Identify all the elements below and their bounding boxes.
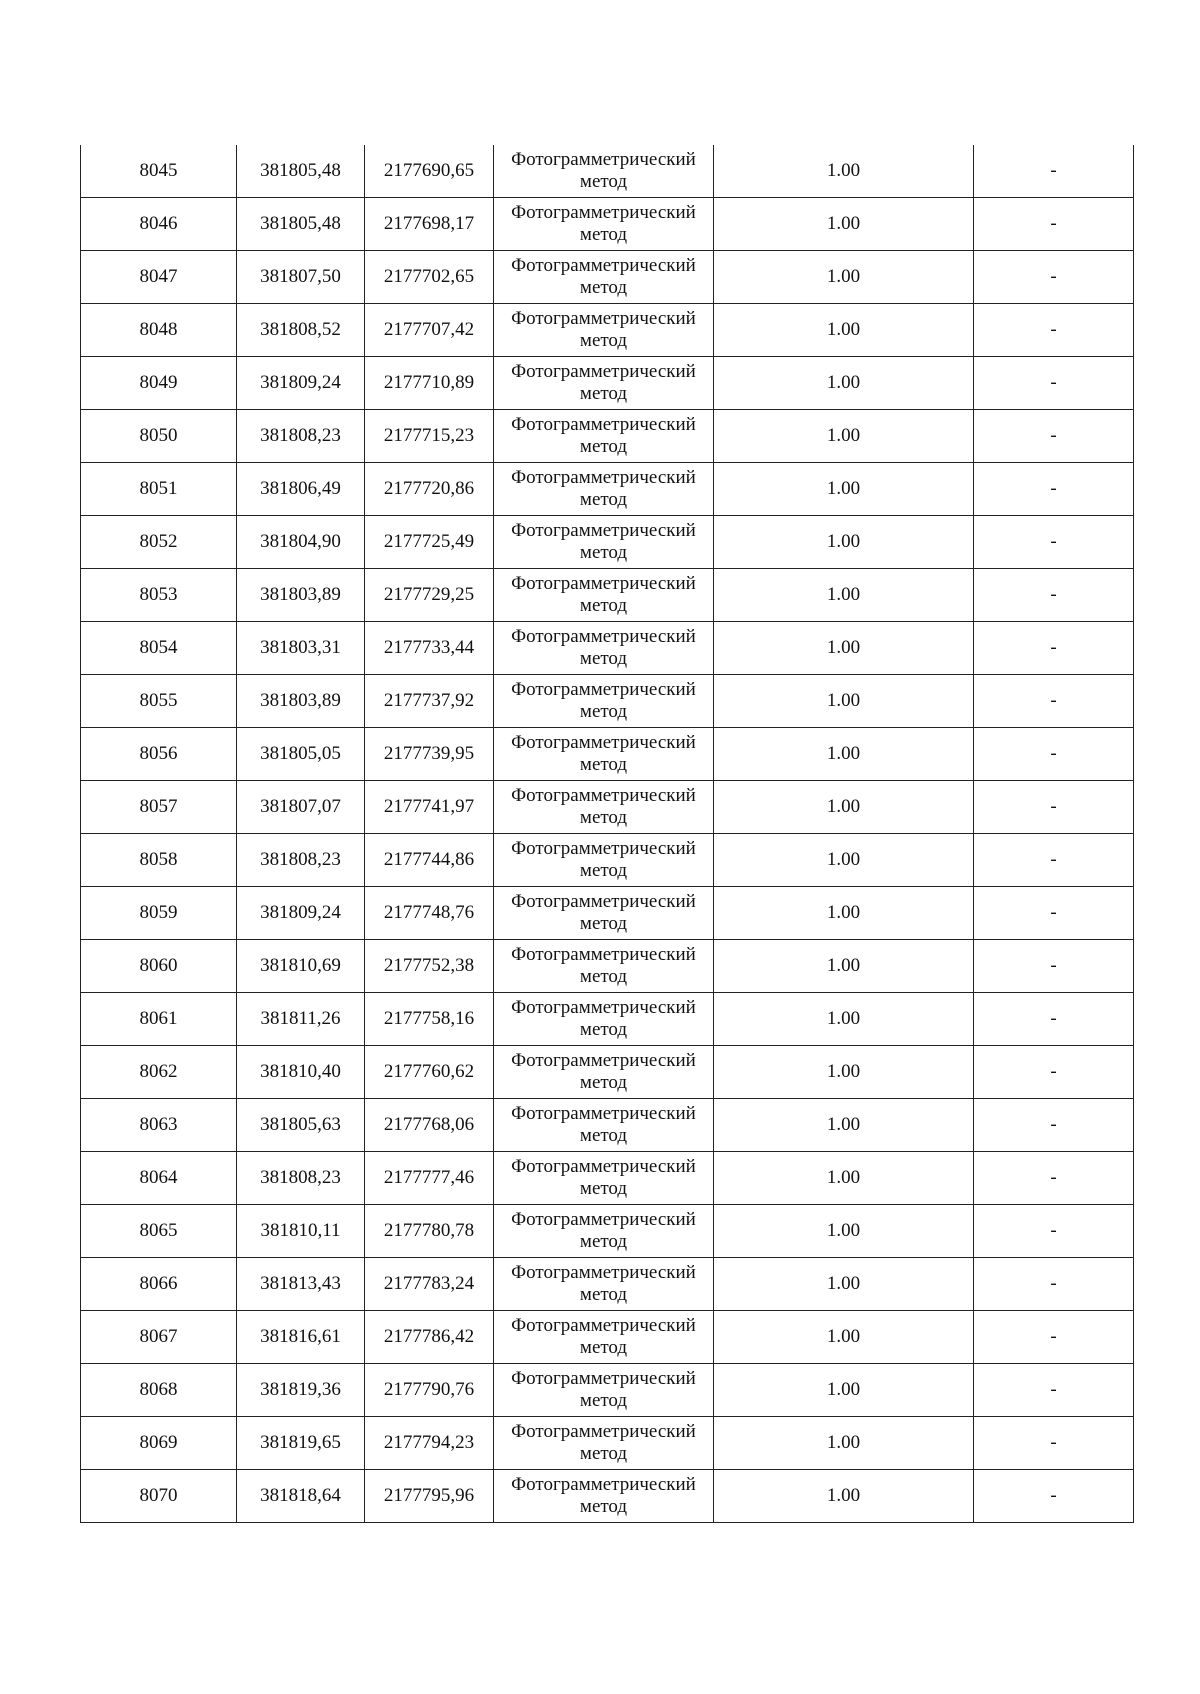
method-text-line-1: Фотограмметрический [511, 149, 696, 170]
note-cell: - [974, 781, 1134, 834]
method-text-line-2: метод [579, 1337, 628, 1358]
accuracy-cell: 1.00 [714, 1470, 974, 1523]
accuracy-cell: 1.00 [714, 198, 974, 251]
method-cell [494, 463, 714, 516]
table-row [81, 357, 1134, 410]
x-coordinate-cell: 381810,11 [237, 1205, 365, 1258]
method-text-line-1: Фотограмметрический [511, 785, 696, 806]
method-text-line-2: метод [579, 1125, 628, 1146]
x-coordinate-cell: 381810,40 [237, 1046, 365, 1099]
table-row [81, 1205, 1134, 1258]
method-text-line-1: Фотограмметрический [511, 838, 696, 859]
method-cell [494, 1417, 714, 1470]
method-text-line-2: метод [579, 701, 628, 722]
y-coordinate-cell: 2177737,92 [365, 675, 494, 728]
x-coordinate-cell: 381813,43 [237, 1258, 365, 1311]
method-cell [494, 145, 714, 198]
y-coordinate-cell: 2177777,46 [365, 1152, 494, 1205]
point-number-cell: 8068 [81, 1364, 237, 1417]
y-coordinate-cell: 2177794,23 [365, 1417, 494, 1470]
accuracy-cell: 1.00 [714, 675, 974, 728]
point-number-cell: 8059 [81, 887, 237, 940]
method-cell [494, 251, 714, 304]
method-cell [494, 1470, 714, 1523]
point-number-cell: 8063 [81, 1099, 237, 1152]
method-text-line-2: метод [579, 860, 628, 881]
y-coordinate-cell: 2177768,06 [365, 1099, 494, 1152]
accuracy-cell: 1.00 [714, 1205, 974, 1258]
note-cell: - [974, 1311, 1134, 1364]
note-cell: - [974, 304, 1134, 357]
note-cell: - [974, 1046, 1134, 1099]
method-text-line-1: Фотограмметрический [511, 414, 696, 435]
table-row [81, 1099, 1134, 1152]
accuracy-cell: 1.00 [714, 1046, 974, 1099]
x-coordinate-cell: 381808,23 [237, 834, 365, 887]
y-coordinate-cell: 2177729,25 [365, 569, 494, 622]
method-text-line-1: Фотограмметрический [511, 1262, 696, 1283]
note-cell: - [974, 940, 1134, 993]
method-text-line-2: метод [579, 489, 628, 510]
point-number-cell: 8056 [81, 728, 237, 781]
y-coordinate-cell: 2177795,96 [365, 1470, 494, 1523]
method-cell [494, 940, 714, 993]
table-row [81, 516, 1134, 569]
method-text-line-2: метод [579, 1390, 628, 1411]
accuracy-cell: 1.00 [714, 304, 974, 357]
note-cell: - [974, 1258, 1134, 1311]
x-coordinate-cell: 381805,63 [237, 1099, 365, 1152]
y-coordinate-cell: 2177744,86 [365, 834, 494, 887]
method-text-line-1: Фотограмметрический [511, 255, 696, 276]
table-row [81, 622, 1134, 675]
table-row [81, 304, 1134, 357]
accuracy-cell: 1.00 [714, 463, 974, 516]
method-text-line-2: метод [579, 171, 628, 192]
accuracy-cell: 1.00 [714, 410, 974, 463]
y-coordinate-cell: 2177733,44 [365, 622, 494, 675]
x-coordinate-cell: 381807,50 [237, 251, 365, 304]
point-number-cell: 8046 [81, 198, 237, 251]
method-text-line-2: метод [579, 807, 628, 828]
method-text-line-1: Фотограмметрический [511, 732, 696, 753]
accuracy-cell: 1.00 [714, 834, 974, 887]
x-coordinate-cell: 381807,07 [237, 781, 365, 834]
point-number-cell: 8047 [81, 251, 237, 304]
method-text-line-1: Фотограмметрический [511, 1050, 696, 1071]
method-text-line-1: Фотограмметрический [511, 1474, 696, 1495]
x-coordinate-cell: 381808,23 [237, 410, 365, 463]
method-cell [494, 728, 714, 781]
method-cell [494, 198, 714, 251]
accuracy-cell: 1.00 [714, 569, 974, 622]
method-text-line-1: Фотограмметрический [511, 626, 696, 647]
method-text-line-2: метод [579, 1231, 628, 1252]
accuracy-cell: 1.00 [714, 1152, 974, 1205]
point-number-cell: 8050 [81, 410, 237, 463]
note-cell: - [974, 1099, 1134, 1152]
y-coordinate-cell: 2177741,97 [365, 781, 494, 834]
note-cell: - [974, 622, 1134, 675]
point-number-cell: 8045 [81, 145, 237, 198]
point-number-cell: 8064 [81, 1152, 237, 1205]
accuracy-cell: 1.00 [714, 357, 974, 410]
method-text-line-1: Фотограмметрический [511, 997, 696, 1018]
method-text-line-1: Фотограмметрический [511, 944, 696, 965]
y-coordinate-cell: 2177783,24 [365, 1258, 494, 1311]
method-text-line-1: Фотограмметрический [511, 1209, 696, 1230]
method-cell [494, 516, 714, 569]
point-number-cell: 8061 [81, 993, 237, 1046]
note-cell: - [974, 1364, 1134, 1417]
coordinates-table [80, 145, 1134, 1523]
method-cell [494, 304, 714, 357]
method-text-line-1: Фотограмметрический [511, 1368, 696, 1389]
method-text-line-1: Фотограмметрический [511, 308, 696, 329]
point-number-cell: 8052 [81, 516, 237, 569]
method-text-line-2: метод [579, 1019, 628, 1040]
accuracy-cell: 1.00 [714, 145, 974, 198]
method-cell [494, 357, 714, 410]
y-coordinate-cell: 2177790,76 [365, 1364, 494, 1417]
x-coordinate-cell: 381809,24 [237, 887, 365, 940]
point-number-cell: 8048 [81, 304, 237, 357]
method-cell [494, 1205, 714, 1258]
x-coordinate-cell: 381808,23 [237, 1152, 365, 1205]
x-coordinate-cell: 381805,05 [237, 728, 365, 781]
y-coordinate-cell: 2177715,23 [365, 410, 494, 463]
method-cell [494, 1152, 714, 1205]
method-cell [494, 1099, 714, 1152]
method-cell [494, 1046, 714, 1099]
accuracy-cell: 1.00 [714, 516, 974, 569]
accuracy-cell: 1.00 [714, 781, 974, 834]
method-cell [494, 781, 714, 834]
table-row [81, 887, 1134, 940]
point-number-cell: 8062 [81, 1046, 237, 1099]
y-coordinate-cell: 2177698,17 [365, 198, 494, 251]
point-number-cell: 8065 [81, 1205, 237, 1258]
note-cell: - [974, 410, 1134, 463]
table-row [81, 463, 1134, 516]
point-number-cell: 8053 [81, 569, 237, 622]
table-row [81, 834, 1134, 887]
note-cell: - [974, 1152, 1134, 1205]
point-number-cell: 8058 [81, 834, 237, 887]
y-coordinate-cell: 2177720,86 [365, 463, 494, 516]
x-coordinate-cell: 381819,65 [237, 1417, 365, 1470]
method-text-line-1: Фотограмметрический [511, 467, 696, 488]
table-row [81, 410, 1134, 463]
table-row [81, 1417, 1134, 1470]
table-row [81, 1311, 1134, 1364]
note-cell: - [974, 198, 1134, 251]
y-coordinate-cell: 2177760,62 [365, 1046, 494, 1099]
coordinates-table-body [81, 145, 1134, 1523]
note-cell: - [974, 728, 1134, 781]
x-coordinate-cell: 381803,89 [237, 569, 365, 622]
method-text-line-2: метод [579, 436, 628, 457]
y-coordinate-cell: 2177690,65 [365, 145, 494, 198]
note-cell: - [974, 675, 1134, 728]
table-row [81, 251, 1134, 304]
table-row [81, 1152, 1134, 1205]
accuracy-cell: 1.00 [714, 251, 974, 304]
method-text-line-1: Фотограмметрический [511, 1421, 696, 1442]
x-coordinate-cell: 381818,64 [237, 1470, 365, 1523]
method-text-line-2: метод [579, 224, 628, 245]
method-cell [494, 1364, 714, 1417]
note-cell: - [974, 145, 1134, 198]
note-cell: - [974, 834, 1134, 887]
note-cell: - [974, 1417, 1134, 1470]
note-cell: - [974, 1205, 1134, 1258]
x-coordinate-cell: 381806,49 [237, 463, 365, 516]
method-text-line-2: метод [579, 1496, 628, 1517]
table-row [81, 993, 1134, 1046]
note-cell: - [974, 463, 1134, 516]
method-text-line-2: метод [579, 542, 628, 563]
point-number-cell: 8060 [81, 940, 237, 993]
y-coordinate-cell: 2177780,78 [365, 1205, 494, 1258]
method-text-line-1: Фотограмметрический [511, 202, 696, 223]
method-cell [494, 993, 714, 1046]
x-coordinate-cell: 381811,26 [237, 993, 365, 1046]
x-coordinate-cell: 381803,89 [237, 675, 365, 728]
method-cell [494, 1311, 714, 1364]
point-number-cell: 8066 [81, 1258, 237, 1311]
y-coordinate-cell: 2177702,65 [365, 251, 494, 304]
method-cell [494, 1258, 714, 1311]
method-text-line-1: Фотограмметрический [511, 361, 696, 382]
table-row [81, 781, 1134, 834]
accuracy-cell: 1.00 [714, 1417, 974, 1470]
method-text-line-2: метод [579, 330, 628, 351]
x-coordinate-cell: 381819,36 [237, 1364, 365, 1417]
table-row [81, 569, 1134, 622]
table-row [81, 198, 1134, 251]
method-text-line-2: метод [579, 966, 628, 987]
point-number-cell: 8069 [81, 1417, 237, 1470]
x-coordinate-cell: 381816,61 [237, 1311, 365, 1364]
accuracy-cell: 1.00 [714, 887, 974, 940]
x-coordinate-cell: 381809,24 [237, 357, 365, 410]
method-cell [494, 834, 714, 887]
table-row [81, 1364, 1134, 1417]
table-row [81, 728, 1134, 781]
method-cell [494, 410, 714, 463]
point-number-cell: 8070 [81, 1470, 237, 1523]
accuracy-cell: 1.00 [714, 993, 974, 1046]
x-coordinate-cell: 381804,90 [237, 516, 365, 569]
method-cell [494, 622, 714, 675]
accuracy-cell: 1.00 [714, 1364, 974, 1417]
point-number-cell: 8067 [81, 1311, 237, 1364]
y-coordinate-cell: 2177786,42 [365, 1311, 494, 1364]
accuracy-cell: 1.00 [714, 1311, 974, 1364]
note-cell: - [974, 569, 1134, 622]
y-coordinate-cell: 2177710,89 [365, 357, 494, 410]
note-cell: - [974, 887, 1134, 940]
method-cell [494, 887, 714, 940]
y-coordinate-cell: 2177752,38 [365, 940, 494, 993]
point-number-cell: 8055 [81, 675, 237, 728]
note-cell: - [974, 357, 1134, 410]
method-cell [494, 675, 714, 728]
table-row [81, 1470, 1134, 1523]
table-row [81, 1258, 1134, 1311]
y-coordinate-cell: 2177707,42 [365, 304, 494, 357]
y-coordinate-cell: 2177748,76 [365, 887, 494, 940]
table-row [81, 675, 1134, 728]
method-text-line-2: метод [579, 383, 628, 404]
accuracy-cell: 1.00 [714, 622, 974, 675]
table-row [81, 145, 1134, 198]
table-row [81, 1046, 1134, 1099]
method-text-line-2: метод [579, 1072, 628, 1093]
method-text-line-2: метод [579, 1178, 628, 1199]
point-number-cell: 8054 [81, 622, 237, 675]
method-text-line-1: Фотограмметрический [511, 679, 696, 700]
note-cell: - [974, 1470, 1134, 1523]
x-coordinate-cell: 381810,69 [237, 940, 365, 993]
point-number-cell: 8051 [81, 463, 237, 516]
accuracy-cell: 1.00 [714, 1258, 974, 1311]
note-cell: - [974, 516, 1134, 569]
method-text-line-1: Фотограмметрический [511, 520, 696, 541]
method-cell [494, 569, 714, 622]
accuracy-cell: 1.00 [714, 728, 974, 781]
y-coordinate-cell: 2177725,49 [365, 516, 494, 569]
accuracy-cell: 1.00 [714, 1099, 974, 1152]
note-cell: - [974, 251, 1134, 304]
note-cell: - [974, 993, 1134, 1046]
method-text-line-1: Фотограмметрический [511, 1315, 696, 1336]
method-text-line-2: метод [579, 913, 628, 934]
method-text-line-2: метод [579, 648, 628, 669]
method-text-line-1: Фотограмметрический [511, 573, 696, 594]
x-coordinate-cell: 381803,31 [237, 622, 365, 675]
y-coordinate-cell: 2177758,16 [365, 993, 494, 1046]
point-number-cell: 8057 [81, 781, 237, 834]
method-text-line-2: метод [579, 754, 628, 775]
x-coordinate-cell: 381808,52 [237, 304, 365, 357]
method-text-line-1: Фотограмметрический [511, 1156, 696, 1177]
method-text-line-1: Фотограмметрический [511, 891, 696, 912]
method-text-line-2: метод [579, 1443, 628, 1464]
x-coordinate-cell: 381805,48 [237, 145, 365, 198]
table-row [81, 940, 1134, 993]
method-text-line-1: Фотограмметрический [511, 1103, 696, 1124]
y-coordinate-cell: 2177739,95 [365, 728, 494, 781]
method-text-line-2: метод [579, 595, 628, 616]
point-number-cell: 8049 [81, 357, 237, 410]
accuracy-cell: 1.00 [714, 940, 974, 993]
method-text-line-2: метод [579, 1284, 628, 1305]
x-coordinate-cell: 381805,48 [237, 198, 365, 251]
method-text-line-2: метод [579, 277, 628, 298]
